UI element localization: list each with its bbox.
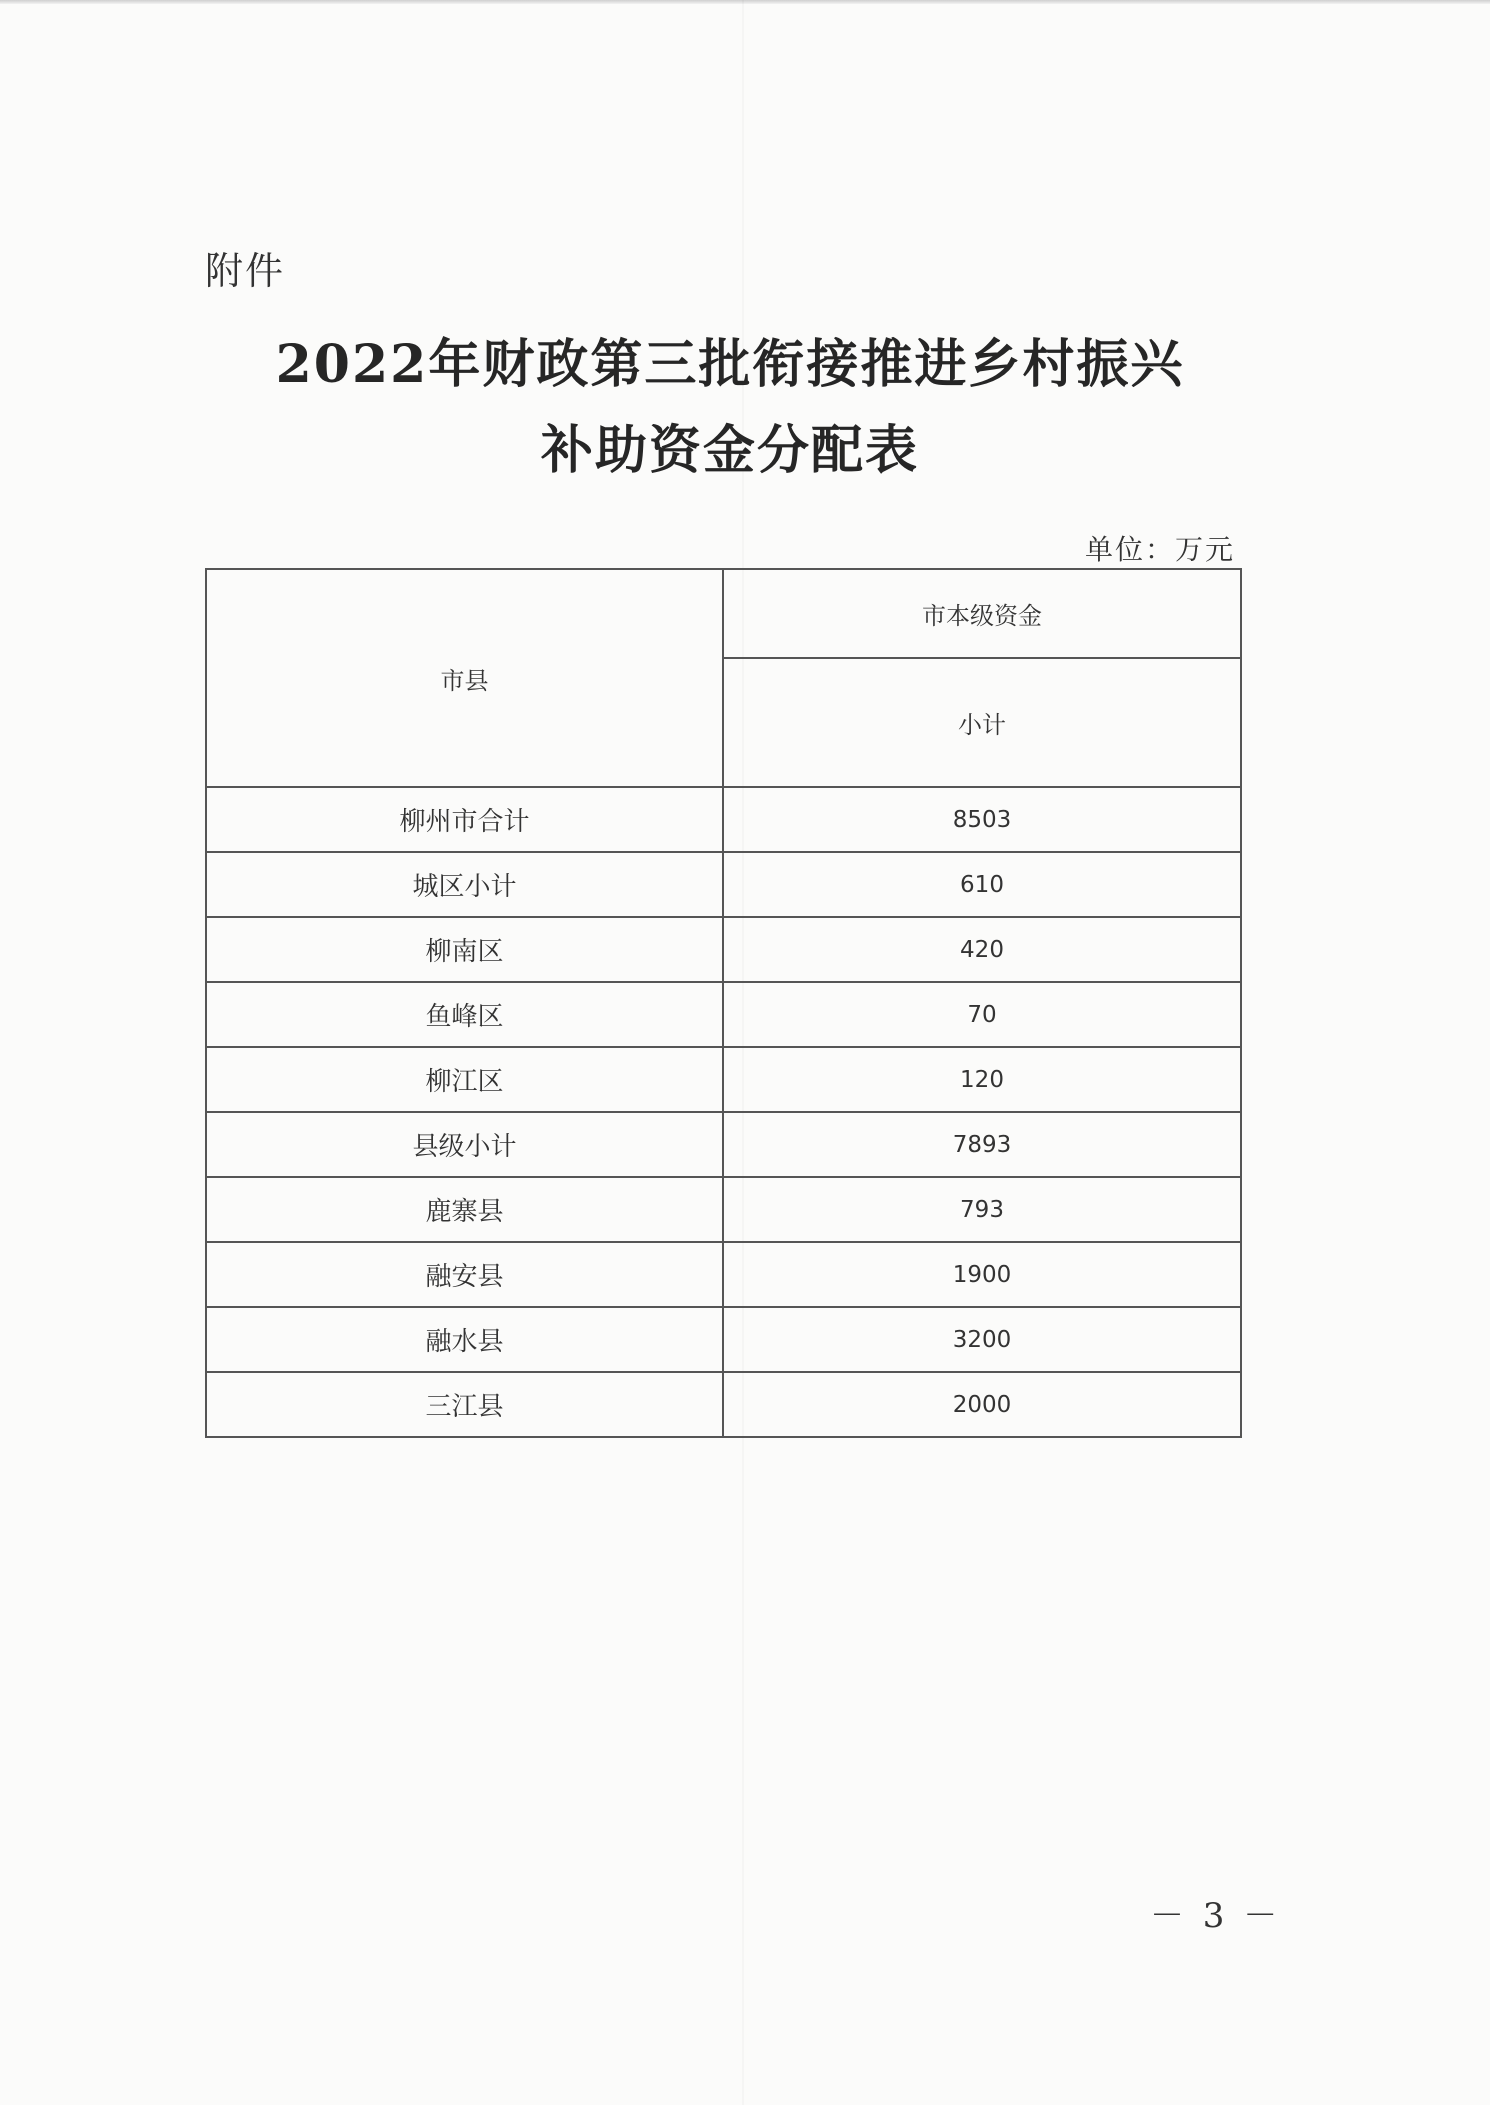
county-cell: 融水县 xyxy=(206,1307,723,1372)
county-cell: 鹿寨县 xyxy=(206,1177,723,1242)
county-cell: 柳州市合计 xyxy=(206,787,723,852)
table-row xyxy=(206,1372,1241,1437)
document-title-line2: 补助资金分配表 xyxy=(540,420,919,481)
table-row xyxy=(206,1112,1241,1177)
county-cell: 融安县 xyxy=(206,1242,723,1307)
county-cell: 柳南区 xyxy=(206,917,723,982)
table-row xyxy=(206,852,1241,917)
header-fund: 市本级资金 xyxy=(723,569,1241,658)
amount-cell: 420 xyxy=(723,917,1241,982)
header-subtotal: 小计 xyxy=(723,658,1241,787)
amount-cell: 120 xyxy=(723,1047,1241,1112)
amount-cell: 3200 xyxy=(723,1307,1241,1372)
county-cell: 柳江区 xyxy=(206,1047,723,1112)
amount-cell: 70 xyxy=(723,982,1241,1047)
amount-cell: 7893 xyxy=(723,1112,1241,1177)
attachment-label: 附件 xyxy=(205,249,286,293)
table-row xyxy=(206,1242,1241,1307)
table-header-row xyxy=(206,569,1241,658)
county-cell: 县级小计 xyxy=(206,1112,723,1177)
amount-cell: 8503 xyxy=(723,787,1241,852)
scan-edge xyxy=(0,0,1490,4)
table-row xyxy=(206,1047,1241,1112)
unit-label: 单位：万元 xyxy=(1084,533,1235,566)
table-row xyxy=(206,1307,1241,1372)
table-row xyxy=(206,1177,1241,1242)
county-cell: 三江县 xyxy=(206,1372,723,1437)
allocation-table xyxy=(205,568,1242,1438)
amount-cell: 1900 xyxy=(723,1242,1241,1307)
table-row xyxy=(206,982,1241,1047)
table-row xyxy=(206,917,1241,982)
document-title-line1: 2022年财政第三批衔接推进乡村振兴 xyxy=(275,334,1185,395)
amount-cell: 610 xyxy=(723,852,1241,917)
header-county: 市县 xyxy=(206,569,723,787)
page-number: － 3 － xyxy=(1150,1896,1282,1936)
county-cell: 鱼峰区 xyxy=(206,982,723,1047)
table-row xyxy=(206,787,1241,852)
amount-cell: 2000 xyxy=(723,1372,1241,1437)
amount-cell: 793 xyxy=(723,1177,1241,1242)
county-cell: 城区小计 xyxy=(206,852,723,917)
